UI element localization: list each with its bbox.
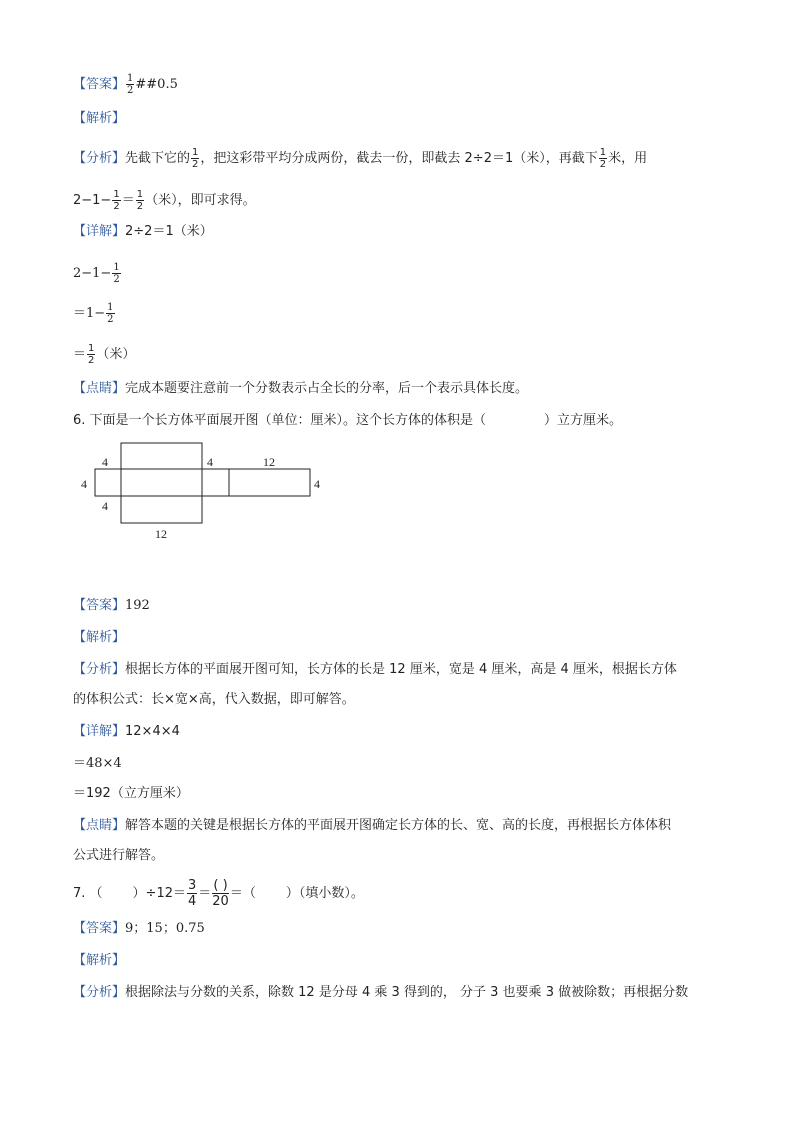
label-top-12: 12 [263, 455, 275, 469]
label-right-4: 4 [314, 477, 320, 491]
fraction: $\frac{1}{2}$ [113, 262, 120, 285]
fraction: $\frac{1}{2}$ [113, 189, 120, 212]
answer-tag: 【答案】 [73, 77, 126, 92]
q7-question [73, 878, 364, 909]
q7-analysis-line [73, 953, 125, 969]
text: 公式进行解答。 [73, 848, 165, 863]
text: ，把这彩带平均分成两份，截去一份，即截去 2÷2＝1（米），再截下 [200, 151, 598, 166]
q6-xiangjie-line [73, 724, 180, 740]
q6-answer-line [73, 598, 150, 614]
analysis-tag: 【解析】 [73, 630, 126, 645]
question-text: ）÷12＝ [132, 886, 186, 901]
text: ＝ [121, 193, 135, 208]
q5-fenxi-line1 [73, 147, 647, 170]
q5-answer-line [73, 73, 178, 96]
q6-step1 [73, 756, 122, 772]
question-text: 6. 下面是一个长方体平面展开图（单位：厘米）。这个长方体的体积是（ [73, 413, 487, 428]
dianjing-tag: 【点睛】 [73, 818, 126, 833]
text: 的体积公式：长×宽×高，代入数据，即可解答。 [73, 692, 355, 707]
q6-fenxi-line2 [73, 692, 355, 708]
question-text: ＝ [198, 886, 212, 901]
text: 完成本题要注意前一个分数表示占全长的分率，后一个表示具体长度。 [125, 381, 529, 396]
net-left-face [95, 469, 121, 496]
text: （米） [96, 347, 136, 362]
answer-tag: 【答案】 [73, 921, 126, 936]
question-text: 7. （ [73, 886, 103, 901]
fraction: $\frac{1}{2}$ [88, 343, 95, 366]
fenxi-tag: 【分析】 [73, 985, 126, 1000]
label-left-4: 4 [81, 477, 87, 491]
text: ＝48×4 [73, 756, 122, 771]
fenxi-tag: 【分析】 [73, 662, 126, 677]
net-right-face [202, 469, 229, 496]
answer-value: 9；15；0.75 [125, 921, 205, 936]
text: 先截下它的 [125, 151, 191, 166]
q5-step1 [73, 262, 122, 285]
question-text: ）（填小数）。 [285, 886, 364, 901]
text: ＝192（立方厘米） [73, 786, 189, 801]
label-mid-4: 4 [207, 455, 213, 469]
fraction: $\frac{1}{2}$ [192, 147, 199, 170]
answer-suffix: ##0.5 [135, 77, 178, 92]
xiangjie-tag: 【详解】 [73, 724, 126, 739]
text: 米，用 [608, 151, 648, 166]
q6-fenxi-line1 [73, 662, 677, 678]
net-top-face [121, 443, 202, 469]
label-top-left-4: 4 [102, 455, 108, 469]
text: 根据长方体的平面展开图可知，长方体的长是 12 厘米，宽是 4 厘米，高是 4 厘米，根据长方体 [125, 662, 677, 677]
text: 2−1− [73, 193, 112, 208]
text: 12×4×4 [125, 724, 180, 739]
fraction: $\frac{1}{2}$ [127, 73, 134, 96]
label-bottom-12: 12 [155, 527, 167, 541]
text: 解答本题的关键是根据长方体的平面展开图确定长方体的长、宽、高的长度，再根据长方体体积 [125, 818, 672, 833]
cuboid-net-diagram [0, 435, 794, 555]
q6-step2 [73, 786, 189, 802]
question-text: ＝（ [229, 886, 256, 901]
text: 根据除法与分数的关系，除数 12 是分母 4 乘 3 得到的， 分子 3 也要乘 3 做被除数；再根据分数 [125, 985, 689, 1000]
q5-dianjing-line [73, 381, 528, 397]
net-back-face [229, 469, 310, 496]
q6-dianjing-line2 [73, 848, 164, 864]
text: ＝ [73, 347, 87, 362]
xiangjie-tag: 【详解】 [73, 224, 126, 239]
answer-value: 192 [125, 598, 150, 613]
text: 2÷2＝1（米） [125, 224, 213, 239]
fenxi-tag: 【分析】 [73, 151, 126, 166]
q5-step2 [73, 302, 116, 325]
question-text: ）立方厘米。 [544, 413, 623, 428]
analysis-tag: 【解析】 [73, 111, 126, 126]
text: ＝1− [73, 306, 106, 321]
analysis-tag: 【解析】 [73, 953, 126, 968]
q6-dianjing-line1 [73, 818, 671, 834]
dianjing-tag: 【点睛】 [73, 381, 126, 396]
q7-fenxi-line [73, 985, 688, 1001]
fraction: $\frac{1}{2}$ [599, 147, 607, 170]
q5-analysis-line [73, 111, 125, 127]
net-front-face [121, 469, 202, 496]
fraction: $\frac{1}{2}$ [136, 189, 144, 212]
fraction: $\frac{1}{2}$ [107, 302, 114, 325]
q5-fenxi-line2 [73, 189, 256, 212]
fraction: $\frac{3}{4}$ [187, 878, 197, 909]
q7-answer-line [73, 921, 205, 937]
fraction: $\frac{( )}{20}$ [212, 878, 229, 909]
answer-tag: 【答案】 [73, 598, 126, 613]
q6-analysis-line [73, 630, 125, 646]
q5-step3 [73, 343, 135, 366]
net-bottom-face [121, 496, 202, 523]
text: （米），即可求得。 [145, 193, 256, 208]
label-lower-left-4: 4 [102, 499, 108, 513]
q6-question [73, 413, 622, 429]
q5-xiangjie-line [73, 224, 213, 240]
text: 2−1− [73, 266, 112, 281]
